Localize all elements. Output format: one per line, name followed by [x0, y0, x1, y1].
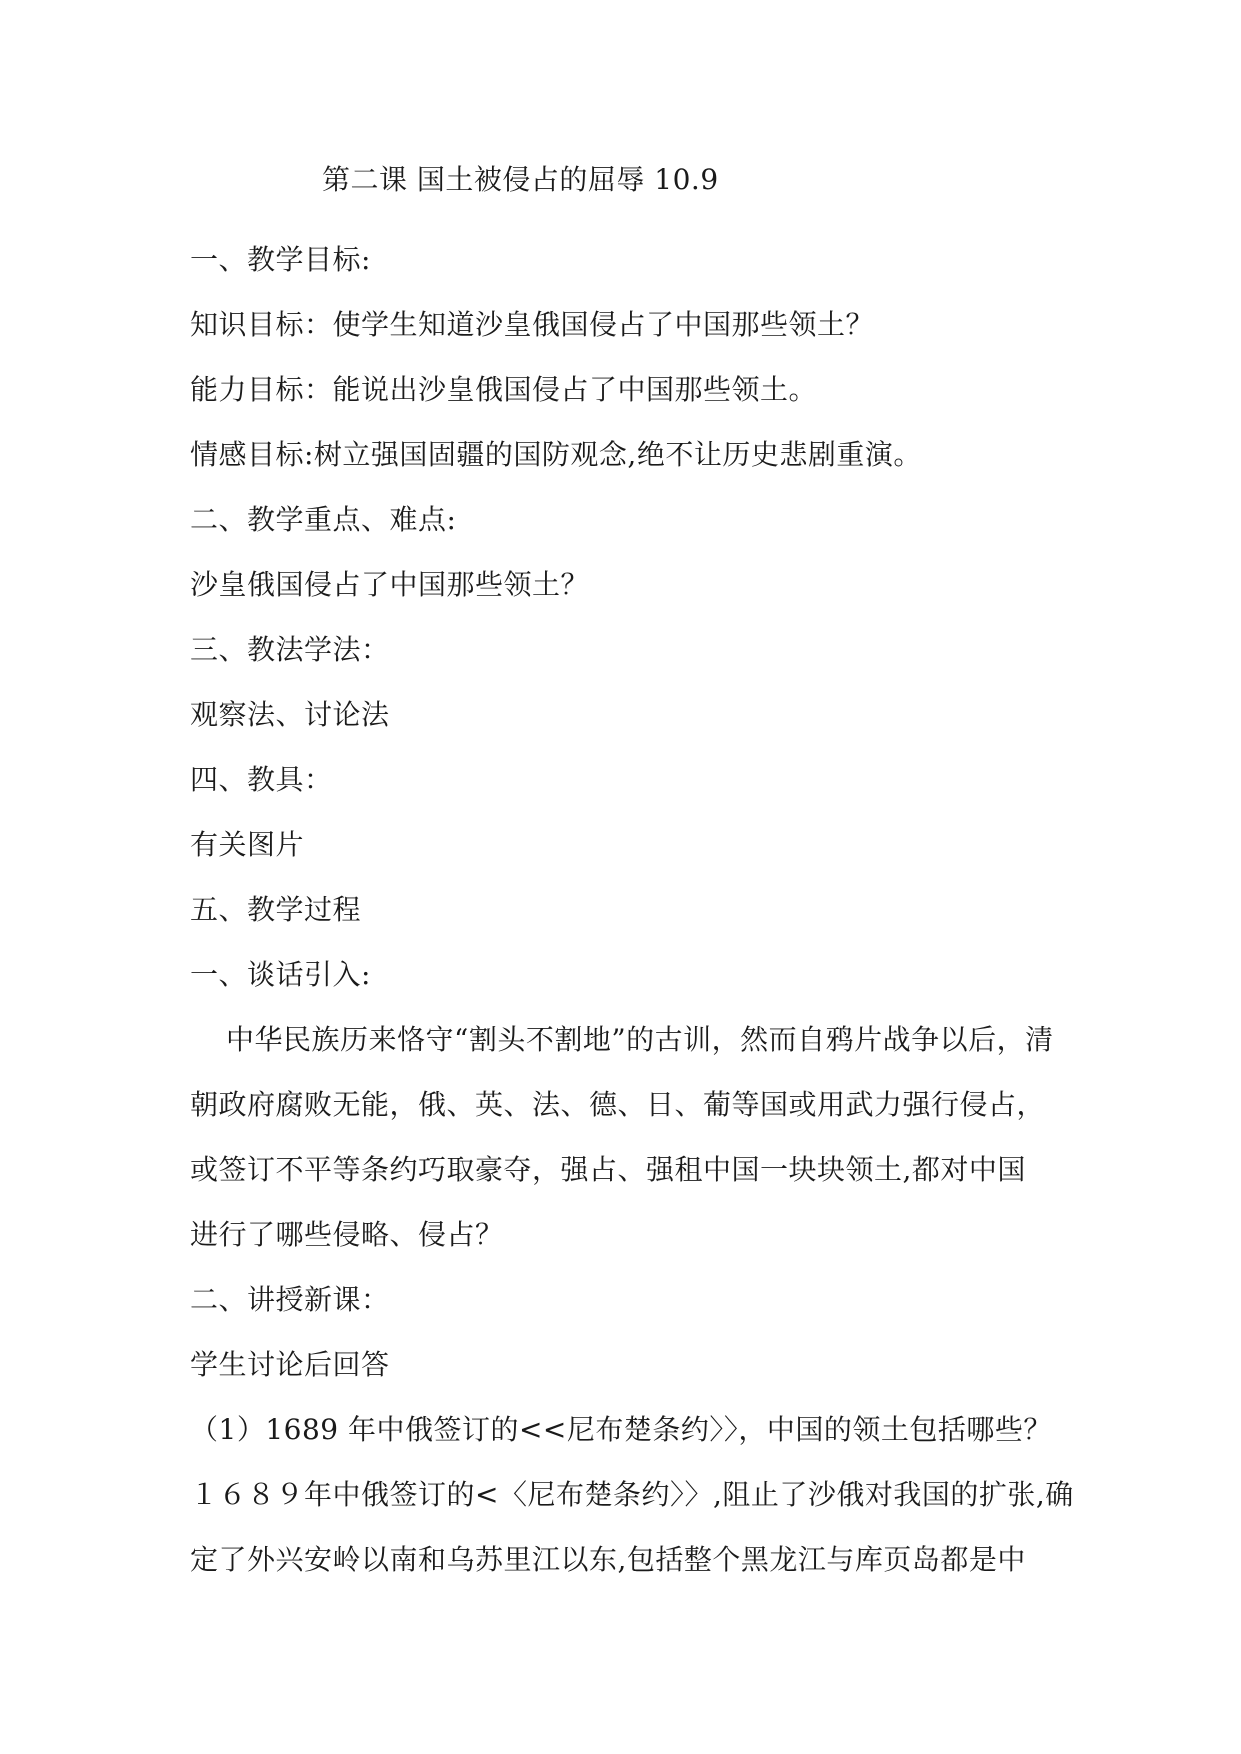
heading-teaching-aids: 四、教具： [190, 763, 333, 796]
answer-line-1: １６８９年中俄签订的<〈尼布楚条约〉〉,阻止了沙俄对我国的扩张,确 [190, 1478, 1074, 1511]
emotion-objective: 情感目标:树立强国固疆的国防观念,绝不让历史悲剧重演。 [190, 438, 922, 471]
question-1: （1）1689 年中俄签订的<<尼布楚条约〉〉，中国的领土包括哪些？ [190, 1413, 1052, 1446]
introduction-paragraph-line-1: 中华民族历来恪守“割头不割地”的古训，然而自鸦片战争以后，清 [226, 1023, 1054, 1056]
document-body [190, 227, 1074, 1592]
heading-methods: 三、教法学法： [190, 633, 390, 666]
heading-new-lesson: 二、讲授新课： [190, 1283, 390, 1316]
teaching-aids-text: 有关图片 [190, 828, 305, 861]
answer-line-2: 定了外兴安岭以南和乌苏里江以东,包括整个黑龙江与库页岛都是中 [190, 1543, 1026, 1576]
introduction-paragraph-line-3: 或签订不平等条约巧取豪夺，强占、强租中国一块块领土,都对中国 [190, 1153, 1026, 1186]
lesson-title: 第二课 国土被侵占的屈辱 10.9 [322, 163, 719, 196]
introduction-paragraph-line-4: 进行了哪些侵略、侵占？ [190, 1218, 504, 1251]
heading-teaching-objectives: 一、教学目标: [190, 243, 371, 276]
knowledge-objective: 知识目标：使学生知道沙皇俄国侵占了中国那些领土？ [190, 308, 875, 341]
new-lesson-intro: 学生讨论后回答 [190, 1348, 390, 1381]
methods-text: 观察法、讨论法 [190, 698, 390, 731]
heading-teaching-process: 五、教学过程 [190, 893, 362, 926]
heading-key-points: 二、教学重点、难点: [190, 503, 457, 536]
ability-objective: 能力目标：能说出沙皇俄国侵占了中国那些领土。 [190, 373, 818, 406]
heading-introduction: 一、谈话引入: [190, 958, 371, 991]
introduction-paragraph-line-2: 朝政府腐败无能，俄、英、法、德、日、葡等国或用武力强行侵占， [190, 1088, 1046, 1121]
key-point-text: 沙皇俄国侵占了中国那些领土？ [190, 568, 590, 601]
